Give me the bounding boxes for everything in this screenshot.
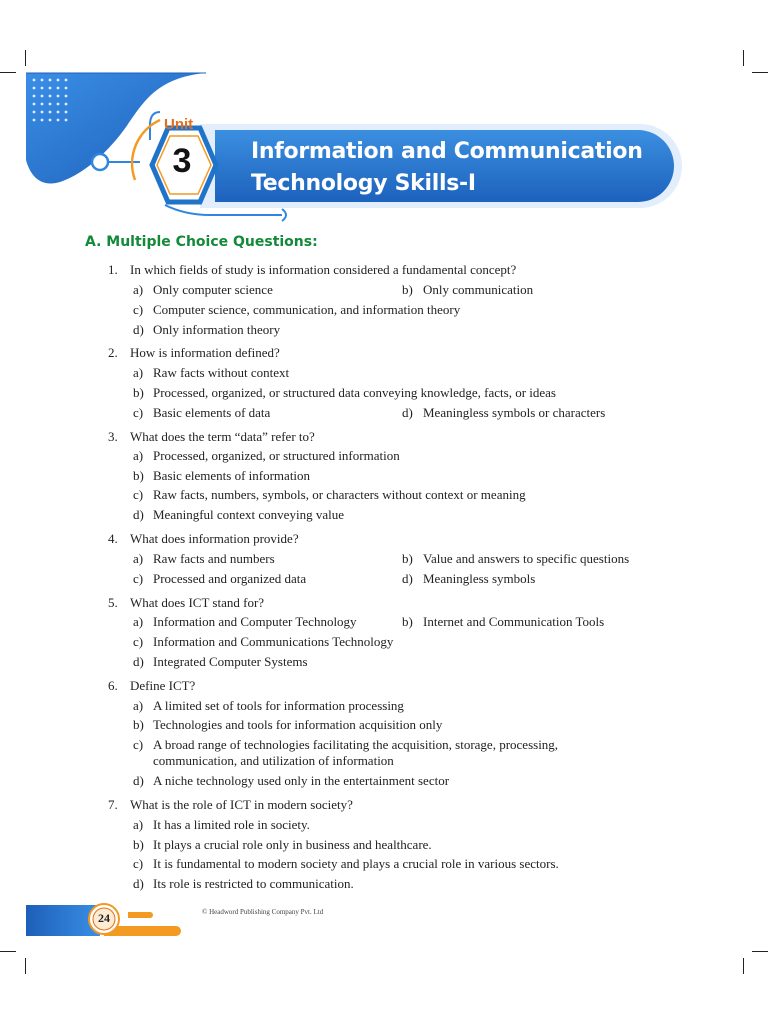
copyright-notice: © Headword Publishing Company Pvt. Ltd [202,908,324,916]
option-label: d) [402,405,413,420]
question-text: How is information defined? [130,345,280,360]
option-text: Processed, organized, or structured information [153,448,400,463]
option-label: a) [133,365,144,380]
option-text: It is fundamental to modern society and plays a crucial role in various sectors. [153,856,559,871]
option-text: Processed and organized data [153,571,307,586]
option-label: d) [133,507,144,522]
crop-mark [752,951,768,952]
unit-banner [0,0,768,240]
question-text: Define ICT? [130,678,196,693]
question-number: 3. [108,429,118,444]
option-label: d) [133,773,144,788]
option-label: b) [133,385,144,400]
question-number: 7. [108,797,118,812]
question-number: 1. [108,262,118,277]
option-label: a) [133,282,144,297]
option-text: Meaningless symbols or characters [423,405,606,420]
option-label: c) [133,302,144,317]
option-label: b) [133,717,144,732]
question-number: 5. [108,595,118,610]
option-label: b) [402,282,413,297]
option-text: Basic elements of information [153,468,311,483]
option-label: c) [133,405,144,420]
option-label: d) [133,322,144,337]
section-heading: A. Multiple Choice Questions: [85,234,318,250]
option-label: a) [133,817,144,832]
option-text: Computer science, communication, and information theory [153,302,461,317]
chapter-title [251,136,643,200]
option-label: a) [133,448,144,463]
option-label: a) [133,698,144,713]
question-number: 6. [108,678,118,693]
option-text: Information and Computer Technology [153,614,357,629]
option-text: Meaningful context conveying value [153,507,344,522]
option-text: It has a limited role in society. [153,817,310,832]
option-text: Integrated Computer Systems [153,654,308,669]
option-text: Raw facts without context [153,365,290,380]
option-label: b) [402,614,413,629]
chapter-title-line1: Information and Communication [251,139,643,164]
option-text: Value and answers to specific questions [423,551,630,566]
option-text: A niche technology used only in the entertainment sector [153,773,450,788]
option-label: c) [133,487,144,502]
page-number: 24 [98,911,110,925]
option-label: d) [133,654,144,669]
question-text: What is the role of ICT in modern society? [130,797,353,812]
question-number: 4. [108,531,118,546]
option-label: d) [133,876,144,891]
option-label: b) [133,837,144,852]
crop-mark [25,958,26,974]
option-label: a) [133,551,144,566]
question-text: What does ICT stand for? [130,595,265,610]
option-text: Processed, organized, or structured data conveying knowledge, facts, or ideas [153,385,556,400]
unit-number: 3 [172,142,192,180]
question-number: 2. [108,345,118,360]
option-text: A limited set of tools for information processing [153,698,404,713]
option-text: Meaningless symbols [423,571,536,586]
option-text: communication, and utilization of information [153,753,394,768]
question-text: What does the term “data” refer to? [130,429,315,444]
option-text: Its role is restricted to communication. [153,876,354,891]
option-label: c) [133,737,144,752]
option-text: Information and Communications Technology [153,634,394,649]
option-text: Internet and Communication Tools [423,614,605,629]
option-text: Only communication [423,282,534,297]
unit-label: Unit [164,116,194,133]
option-label: b) [133,468,144,483]
question-text: In which fields of study is information considered a fundamental concept? [130,262,517,277]
option-text: Raw facts, numbers, symbols, or characters without context or meaning [153,487,526,502]
option-label: b) [402,551,413,566]
option-text: It plays a crucial role only in business and healthcare. [153,837,432,852]
option-label: c) [133,571,144,586]
crop-mark [743,958,744,974]
option-label: d) [402,571,413,586]
option-text: Only computer science [153,282,273,297]
chapter-title-line2: Technology Skills-I [251,171,476,196]
option-text: Technologies and tools for information acquisition only [153,717,443,732]
option-label: a) [133,614,144,629]
option-text: Basic elements of data [153,405,271,420]
question-text: What does information provide? [130,531,299,546]
option-text: A broad range of technologies facilitating the acquisition, storage, processing, [153,737,559,752]
crop-mark [0,951,16,952]
option-label: c) [133,856,144,871]
option-text: Only information theory [153,322,281,337]
option-text: Raw facts and numbers [153,551,275,566]
option-label: c) [133,634,144,649]
